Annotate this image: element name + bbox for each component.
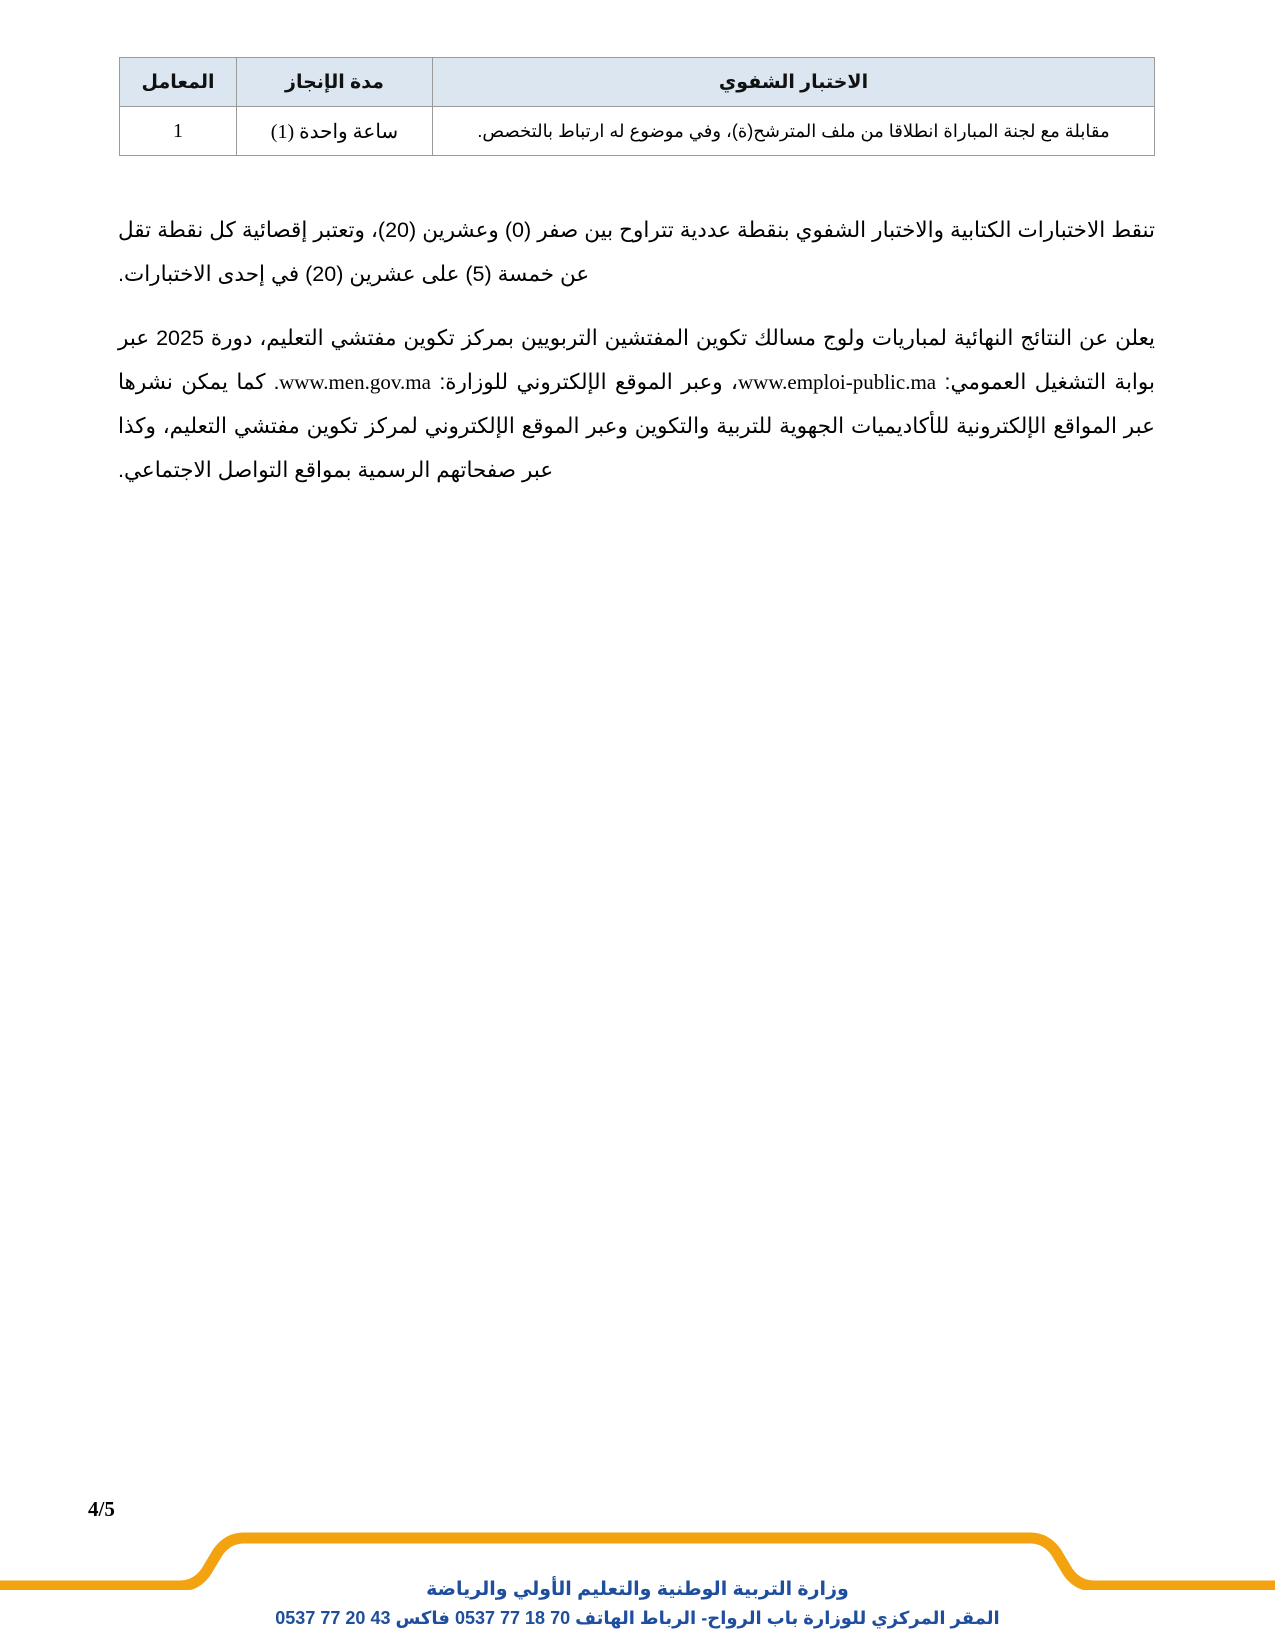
results-text-part-1: يعلن عن النتائج النهائية لمباريات ولوج مسالك تكوين المفتشين التربويين بمركز تكوين مفتشي التعليم، دورة 2025 عبر بوابة التشغيل العمومي: [118, 325, 1155, 394]
results-text-part-2: ، وعبر الموقع الإلكتروني للوزارة: [430, 369, 738, 394]
column-header-duration: مدة الإنجاز [237, 58, 433, 107]
cell-duration: ساعة واحدة (1) [237, 107, 433, 156]
cell-oral-exam-description: مقابلة مع لجنة المباراة انطلاقا من ملف المترشح(ة)، وفي موضوع له ارتباط بالتخصص. [433, 107, 1155, 156]
footer-ministry-name: وزارة التربية الوطنية والتعليم الأولي والرياضة [426, 1579, 849, 1600]
table-row [120, 107, 1155, 156]
footer-address-and-phone: المقر المركزي للوزارة باب الرواح- الرباط الهاتف 70 18 77 0537 فاكس 43 20 77 0537 [275, 1608, 1000, 1628]
paragraph-results-publication [118, 316, 1155, 492]
table-header-row [120, 58, 1155, 107]
column-header-coefficient: المعامل [120, 58, 237, 107]
link-men-gov[interactable]: www.men.gov.ma [279, 369, 431, 394]
paragraph-scoring-rules: تنقط الاختبارات الكتابية والاختبار الشفوي بنقطة عددية تتراوح بين صفر (0) وعشرين (20)، وتعتبر إقصائية كل نقطة تقل عن خمسة (5) على عشرين (20) في إحدى الاختبارات. [118, 217, 1156, 286]
table-header [120, 58, 1155, 107]
cell-coefficient: 1 [120, 107, 237, 156]
page-number: 4/5 [88, 1497, 115, 1521]
results-text-part-3: . كما يمكن نشرها عبر المواقع الإلكترونية للأكاديميات الجهوية للتربية والتكوين وعبر الموقع الإلكتروني لمركز تكوين مفتشي التعليم، وكذا عبر صفحاتهم الرسمية بمواقع التواصل الاجتماعي. [118, 369, 1155, 482]
oral-exam-table [119, 57, 1155, 156]
link-emploi-public[interactable]: www.emploi-public.ma [738, 369, 937, 394]
column-header-oral-exam: الاختبار الشفوي [433, 58, 1155, 107]
table-body [120, 107, 1155, 156]
footer-contact-block [0, 1576, 1275, 1632]
page-footer [0, 1470, 1275, 1650]
oral-exam-table-container [120, 57, 1155, 156]
